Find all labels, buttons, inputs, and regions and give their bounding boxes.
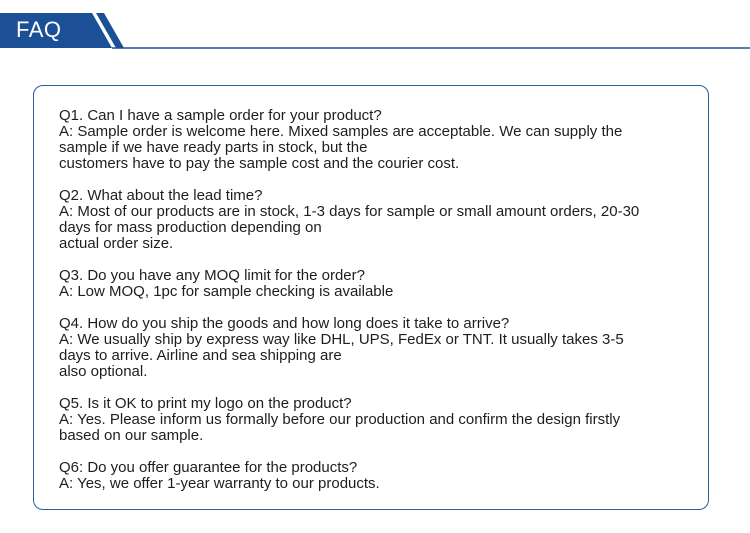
faq-question: Q5. Is it OK to print my logo on the product? bbox=[59, 395, 352, 412]
faq-item-5 bbox=[59, 396, 689, 444]
faq-item-6 bbox=[59, 460, 689, 492]
header-banner-graphic bbox=[0, 0, 750, 50]
faq-item-1 bbox=[59, 108, 689, 172]
faq-answer: A: Sample order is welcome here. Mixed samples are acceptable. We can supply the sample if we have ready parts in stock, but the customers have to pay the sample cost and the courier cost. bbox=[59, 123, 623, 172]
faq-answer: A: We usually ship by express way like DHL, UPS, FedEx or TNT. It usually takes 3-5 days to arrive. Airline and sea shipping are also optional. bbox=[59, 331, 624, 380]
faq-answer: A: Most of our products are in stock, 1-3 days for sample or small amount orders, 20-30 days for mass production depending on actual order size. bbox=[59, 203, 640, 252]
faq-answer: A: Yes, we offer 1-year warranty to our products. bbox=[59, 475, 380, 492]
page-title: FAQ bbox=[16, 17, 62, 42]
faq-item-4 bbox=[59, 316, 689, 380]
faq-question: Q6: Do you offer guarantee for the products? bbox=[59, 459, 358, 476]
faq-item-3 bbox=[59, 268, 689, 300]
faq-question: Q2. What about the lead time? bbox=[59, 187, 263, 204]
faq-question: Q1. Can I have a sample order for your product? bbox=[59, 107, 382, 124]
faq-question: Q3. Do you have any MOQ limit for the order? bbox=[59, 267, 365, 284]
faq-panel bbox=[33, 85, 709, 510]
faq-list bbox=[59, 108, 689, 508]
faq-header bbox=[0, 0, 750, 50]
faq-question: Q4. How do you ship the goods and how long does it take to arrive? bbox=[59, 315, 510, 332]
faq-item-2 bbox=[59, 188, 689, 252]
faq-answer: A: Low MOQ, 1pc for sample checking is available bbox=[59, 283, 394, 300]
faq-answer: A: Yes. Please inform us formally before our production and confirm the design firstly based on our sample. bbox=[59, 411, 621, 444]
